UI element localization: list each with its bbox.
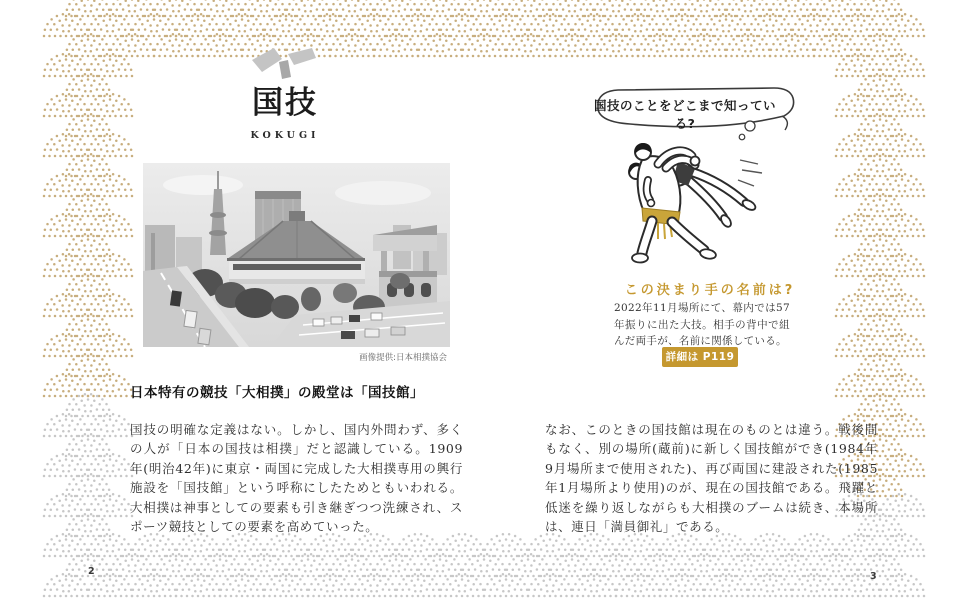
sumo-wrestlers-illustration bbox=[592, 130, 798, 282]
page-number-right: 3 bbox=[870, 571, 877, 582]
section-heading: 日本特有の競技「大相撲」の殿堂は「国技館」 bbox=[130, 385, 424, 401]
folded-ribbon-icon bbox=[248, 46, 320, 82]
bubble-question-text: 国技のことをどこまで知っている? bbox=[593, 98, 776, 131]
kokugikan-photo bbox=[143, 163, 450, 347]
chapter-title: 国技 bbox=[252, 85, 318, 121]
quiz-heading: この決まり手の名前は? bbox=[624, 283, 796, 298]
body-paragraph-left: 国技の明確な定義はない。しかし、国内外問わず、多くの人が「日本の国技は相撲」だと認識している。1909年(明治42年)に東京・両国に完成した大相撲専用の興行施設を「国技館」という呼称にしたためともいわれる。大相撲は神事としての要素も引き継ぎつつ洗練され、スポーツ競技としての要素を高めていった。 bbox=[130, 421, 463, 534]
detail-page-badge: 詳細は P119 bbox=[662, 347, 738, 367]
body-paragraph-right: なお、このときの国技館は現在のものとは違う。戦後間もなく、別の場所(蔵前)に新しく国技館ができ(1984年9月場所まで使用された)、再び両国に建設された(1985年1月場所より使用)のが、現在の国技館である。飛躍と低迷を繰り返しながらも大相撲のブームは続き、本場所は、連日「満員御礼」である。 bbox=[545, 421, 878, 534]
page-number-left: 2 bbox=[88, 566, 95, 577]
chapter-title-romaji: KOKUGI bbox=[250, 130, 320, 141]
photo-credit: 画像提供:日本相撲協会 bbox=[359, 353, 447, 363]
quiz-description: 2022年11月場所にて、幕内では57年振りに出た大技。相手の背中で組んだ両手が、名前に関係している。 bbox=[614, 302, 790, 347]
